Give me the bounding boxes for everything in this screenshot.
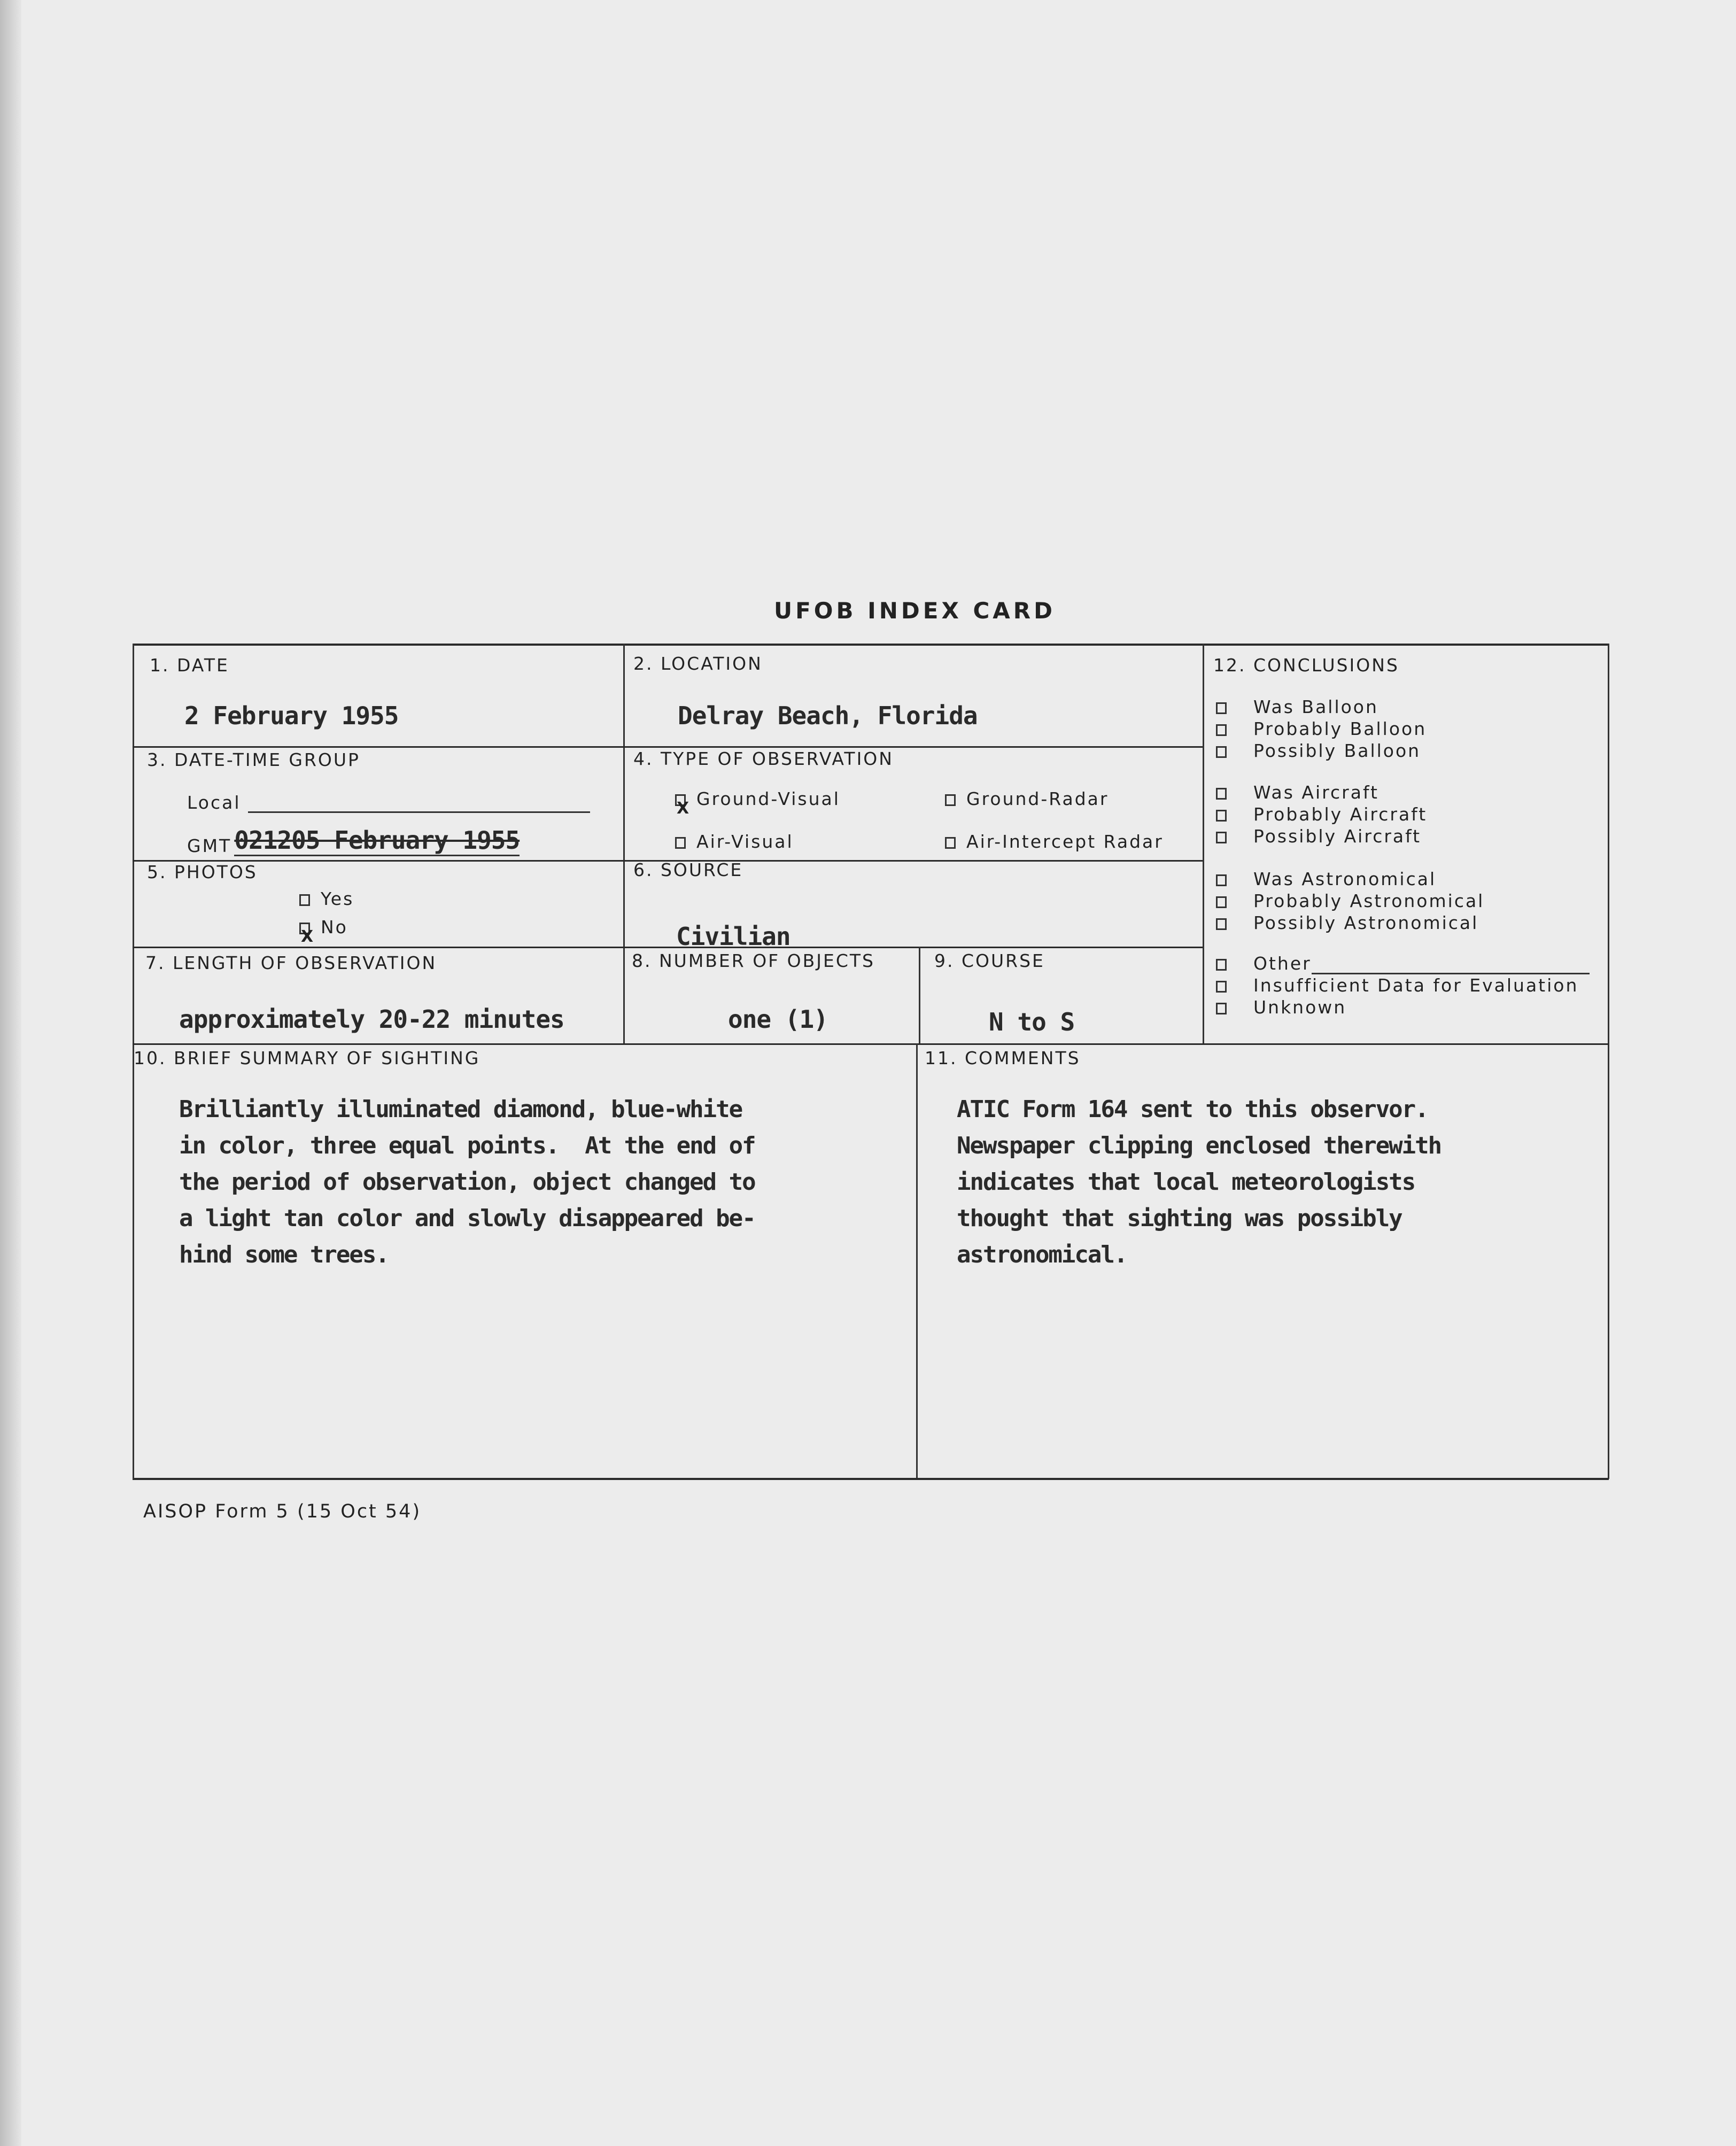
- conclusion-label: Probably Balloon: [1253, 718, 1427, 739]
- source-value: Civilian: [676, 922, 790, 951]
- conclusion-label: Unknown: [1253, 997, 1347, 1018]
- conclusion-option[interactable]: [1216, 696, 1378, 718]
- checkbox-icon: [1216, 832, 1227, 843]
- checkbox-icon: [1216, 874, 1227, 886]
- option-air-intercept-radar[interactable]: Air-Intercept Radar: [945, 831, 1164, 852]
- checkbox-icon: [1216, 810, 1227, 822]
- conclusion-option[interactable]: [1216, 740, 1421, 762]
- location-label: 2. LOCATION: [633, 653, 763, 674]
- conclusion-option[interactable]: [1216, 781, 1379, 803]
- checkbox-icon: [675, 837, 686, 849]
- conclusion-option[interactable]: [1216, 803, 1427, 825]
- checkbox-icon: [1216, 896, 1227, 908]
- option-ground-visual[interactable]: XGround-Visual: [675, 788, 840, 809]
- type-of-observation-label: 4. TYPE OF OBSERVATION: [633, 748, 894, 769]
- conclusion-label: Possibly Astronomical: [1253, 912, 1479, 933]
- conclusion-option[interactable]: [1216, 974, 1578, 996]
- date-label: 1. DATE: [150, 655, 229, 676]
- source-label: 6. SOURCE: [633, 859, 743, 880]
- number-of-objects-value: one (1): [728, 1005, 828, 1034]
- conclusion-option[interactable]: [1216, 718, 1427, 740]
- checkbox-icon: [1216, 981, 1227, 993]
- course-value: N to S: [989, 1008, 1075, 1036]
- scan-edge: [0, 0, 21, 2146]
- checkbox-icon: [1216, 746, 1227, 758]
- option-ground-radar[interactable]: Ground-Radar: [945, 788, 1109, 809]
- checkbox-icon: [1216, 1003, 1227, 1014]
- checkbox-icon: [945, 794, 956, 806]
- checkbox-icon: [1216, 724, 1227, 736]
- conclusion-label: Possibly Balloon: [1253, 740, 1421, 761]
- conclusion-option[interactable]: [1216, 868, 1436, 890]
- checkbox-icon: [1216, 788, 1227, 800]
- location-value: Delray Beach, Florida: [678, 701, 978, 730]
- conclusion-label: Possibly Aircraft: [1253, 826, 1422, 847]
- comments-text: ATIC Form 164 sent to this observor. Newspaper clipping enclosed therewith indicates that local meteorologists thought that sighting was possibly astronomical.: [957, 1096, 1442, 1268]
- form-id: AISOP Form 5 (15 Oct 54): [143, 1501, 422, 1522]
- conclusion-option[interactable]: [1216, 996, 1346, 1018]
- checkbox-icon: [945, 837, 956, 849]
- conclusion-label: Was Astronomical: [1253, 869, 1437, 889]
- length-label: 7. LENGTH OF OBSERVATION: [145, 952, 437, 973]
- conclusions-label: 12. CONCLUSIONS: [1213, 655, 1399, 676]
- length-value: approximately 20-22 minutes: [179, 1005, 564, 1034]
- option-air-visual[interactable]: Air-Visual: [675, 831, 794, 852]
- number-of-objects-label: 8. NUMBER OF OBJECTS: [632, 950, 875, 971]
- checkbox-icon: [1216, 918, 1227, 930]
- gmt-value: 021205 February 1955: [234, 826, 520, 856]
- summary-label: 10. BRIEF SUMMARY OF SIGHTING: [134, 1048, 480, 1068]
- date-time-group-label: 3. DATE-TIME GROUP: [147, 749, 360, 770]
- option-photos-yes[interactable]: Yes: [299, 888, 354, 909]
- conclusion-option[interactable]: [1216, 825, 1421, 847]
- checkbox-icon: [1216, 702, 1227, 714]
- local-field: [248, 811, 590, 813]
- checkbox-icon: [1216, 959, 1227, 971]
- conclusion-option[interactable]: [1216, 952, 1590, 974]
- conclusion-label: Probably Astronomical: [1253, 890, 1485, 911]
- summary-text: Brilliantly illuminated diamond, blue-white in color, three equal points. At the end of the period of observation, object changed to a light tan color and slowly disappeared be- hind some trees.: [179, 1096, 755, 1268]
- conclusion-label: Insufficient Data for Evaluation: [1253, 975, 1579, 996]
- conclusion-label: Was Aircraft: [1253, 782, 1379, 803]
- local-label: Local: [187, 792, 590, 813]
- comments-label: 11. COMMENTS: [925, 1048, 1081, 1068]
- checkbox-icon: [299, 894, 310, 906]
- checkbox-checked-icon: [299, 923, 310, 934]
- conclusion-label: Other: [1253, 953, 1312, 974]
- photos-label: 5. PHOTOS: [147, 862, 258, 882]
- card-title: UFOB INDEX CARD: [774, 598, 1056, 624]
- course-label: 9. COURSE: [934, 950, 1045, 971]
- option-photos-no[interactable]: XNo: [299, 917, 348, 938]
- conclusion-label: Was Balloon: [1253, 696, 1378, 717]
- conclusion-option[interactable]: [1216, 890, 1484, 912]
- conclusion-label: Probably Aircraft: [1253, 804, 1428, 825]
- gmt-row: [187, 826, 520, 856]
- gmt-label: GMT: [187, 835, 232, 856]
- conclusion-option[interactable]: [1216, 912, 1478, 934]
- checkbox-checked-icon: [675, 794, 686, 806]
- date-value: 2 February 1955: [184, 701, 399, 730]
